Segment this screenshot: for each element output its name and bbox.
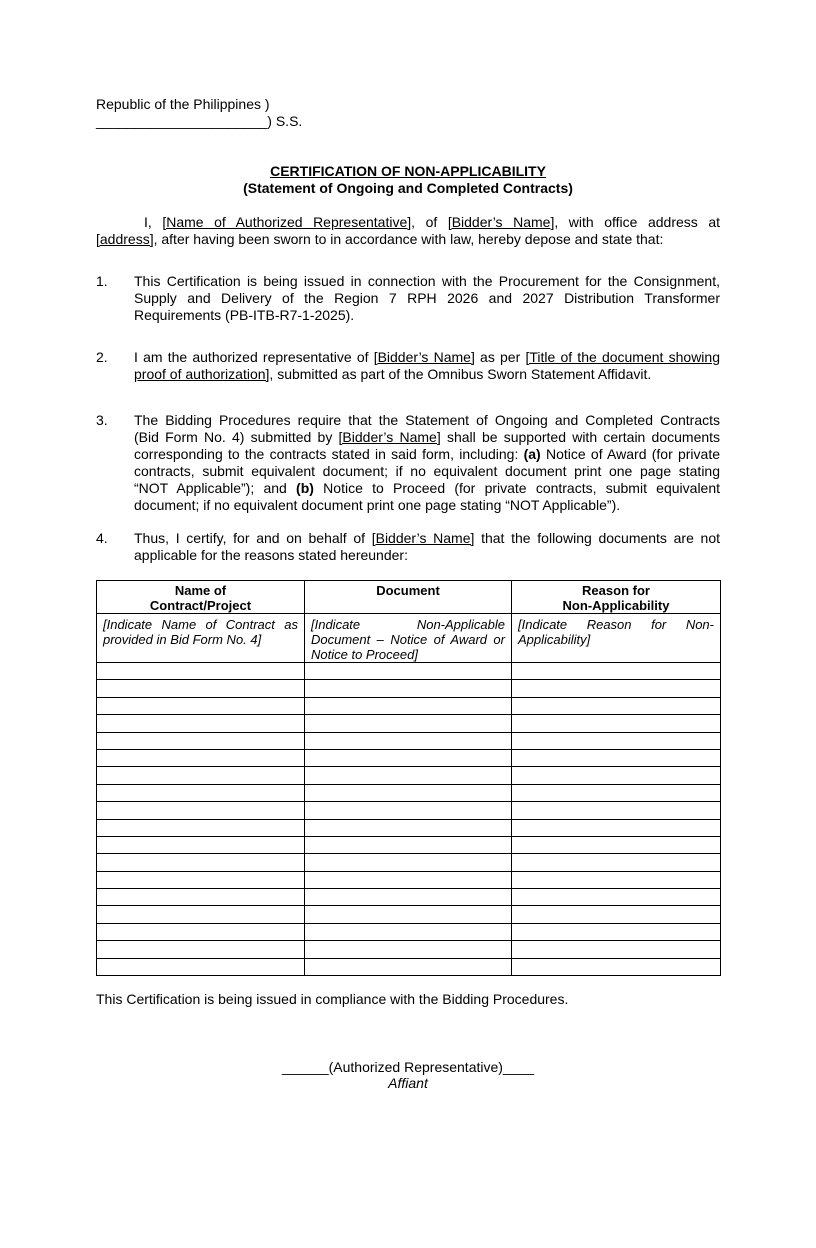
item-number-2: 2. xyxy=(96,349,108,365)
table-cell xyxy=(97,854,305,871)
table-cell xyxy=(97,802,305,819)
table-cell xyxy=(97,958,305,975)
table-cell xyxy=(512,958,721,975)
table-cell xyxy=(97,941,305,958)
table-cell xyxy=(305,749,512,766)
table-cell xyxy=(97,715,305,732)
table-cell xyxy=(512,697,721,714)
intro-line-1: I, [Name of Authorized Representative], of [Bidder’s Name], with office address at xyxy=(144,214,721,230)
table-cell xyxy=(305,836,512,853)
item-number-4: 4. xyxy=(96,530,108,546)
table-cell xyxy=(305,941,512,958)
table-row xyxy=(97,663,721,680)
item-2-text: I am the authorized representative of [Bidder’s Name] as per [Title of the document showing proof of authorization], submitted as part of the Omnibus Sworn Statement Affidavit. xyxy=(134,349,720,382)
table-cell xyxy=(97,697,305,714)
document-subtitle: (Statement of Ongoing and Completed Contracts) xyxy=(243,180,573,196)
hint-document: [Indicate Non-Applicable Document – Notice of Award or Notice to Proceed] xyxy=(305,614,512,663)
table-cell xyxy=(305,871,512,888)
table-row xyxy=(97,923,721,940)
item-3-text: The Bidding Procedures require that the Statement of Ongoing and Completed Contracts (Bid Form No. 4) submitted by [Bidder’s Name] shall be supported with certain documents corresponding to the contracts stated in said form, including: (a) Notice of Award (for private contracts, submit equivalent document; if no equivalent document print one page stating “NOT Applicable”); and (b) Notice to Proceed (for private contracts, submit equivalent document; if no equivalent document print one page stating “NOT Applicable”). xyxy=(134,412,721,513)
table-hint-row xyxy=(97,614,721,663)
closing-statement: This Certification is being issued in compliance with the Bidding Procedures. xyxy=(96,991,569,1007)
table-cell xyxy=(305,732,512,749)
hint-reason: [Indicate Reason for Non-Applicability] xyxy=(512,614,721,663)
table-cell xyxy=(512,836,721,853)
table-cell xyxy=(305,958,512,975)
table-cell xyxy=(97,923,305,940)
table-row xyxy=(97,958,721,975)
venue-country: Republic of the Philippines ) xyxy=(96,96,270,112)
table-cell xyxy=(305,802,512,819)
table-cell xyxy=(97,836,305,853)
title-block xyxy=(96,163,720,197)
table-row xyxy=(97,889,721,906)
table-row xyxy=(97,732,721,749)
affiant-label: Affiant xyxy=(388,1075,428,1091)
item-1-text: This Certification is being issued in connection with the Procurement for the Consignment, Supply and Delivery of the Region 7 RPH 2026 and 2027 Distribution Transformer Requirements (PB-ITB-R7-1-2025). xyxy=(134,273,720,323)
table-cell xyxy=(305,715,512,732)
table-cell xyxy=(97,732,305,749)
table-row xyxy=(97,854,721,871)
table-cell xyxy=(97,819,305,836)
table-cell xyxy=(305,697,512,714)
table-cell xyxy=(512,715,721,732)
table-header-row xyxy=(97,581,721,614)
bidder-name-placeholder: [Bidder’s Name] xyxy=(338,429,441,445)
table-cell xyxy=(305,889,512,906)
item-number-3: 3. xyxy=(96,412,108,428)
venue-line-2 xyxy=(96,113,302,130)
table-cell xyxy=(512,802,721,819)
address-placeholder: [address] xyxy=(96,231,154,247)
venue-line-1 xyxy=(96,96,270,113)
table-cell xyxy=(512,784,721,801)
table-cell xyxy=(97,906,305,923)
table-cell xyxy=(512,871,721,888)
table-row xyxy=(97,680,721,697)
authorization-doc-placeholder: [Title of the document showing xyxy=(525,349,720,365)
table-cell xyxy=(512,749,721,766)
table-cell xyxy=(512,767,721,784)
table-cell xyxy=(97,767,305,784)
header-reason: Reason for Non-Applicability xyxy=(512,581,721,614)
table-row xyxy=(97,697,721,714)
table-cell xyxy=(512,941,721,958)
table-cell xyxy=(97,680,305,697)
table-cell xyxy=(305,767,512,784)
table-cell xyxy=(512,680,721,697)
table-row xyxy=(97,749,721,766)
table-row xyxy=(97,767,721,784)
table-row xyxy=(97,871,721,888)
venue-blank: ______________________ xyxy=(96,113,268,129)
table-cell xyxy=(305,906,512,923)
table-row xyxy=(97,784,721,801)
table-row xyxy=(97,836,721,853)
venue-ss: ) S.S. xyxy=(267,113,303,129)
intro-line-2: [address], after having been sworn to in accordance with law, hereby depose and state that: xyxy=(96,231,664,247)
header-document: Document xyxy=(305,581,512,614)
table-cell xyxy=(512,906,721,923)
table-cell xyxy=(97,871,305,888)
table-cell xyxy=(97,663,305,680)
table-row xyxy=(97,941,721,958)
authorization-doc-placeholder-cont: proof of authorization] xyxy=(134,366,270,382)
item-number-1: 1. xyxy=(96,273,108,289)
authorized-rep-placeholder: [Name of Authorized Representative] xyxy=(162,214,412,230)
item-4-text: Thus, I certify, for and on behalf of [Bidder’s Name] that the following documents are not applicable for the reasons stated hereunder: xyxy=(134,530,721,563)
table-cell xyxy=(305,784,512,801)
table-cell xyxy=(512,854,721,871)
non-applicability-table xyxy=(96,580,721,976)
signature-line: ______(Authorized Representative)____ xyxy=(281,1059,535,1075)
table-cell xyxy=(305,819,512,836)
header-contract-project: Name of Contract/Project xyxy=(97,581,305,614)
table-row xyxy=(97,819,721,836)
table-cell xyxy=(512,923,721,940)
table-cell xyxy=(305,854,512,871)
intro-paragraph xyxy=(96,214,720,248)
table-row xyxy=(97,715,721,732)
table-cell xyxy=(512,663,721,680)
bidder-name-placeholder: [Bidder’s Name] xyxy=(373,349,475,365)
hint-contract: [Indicate Name of Contract as provided in Bid Form No. 4] xyxy=(97,614,305,663)
document-title: CERTIFICATION OF NON-APPLICABILITY xyxy=(270,163,546,179)
bidder-name-placeholder: [Bidder’s Name] xyxy=(371,530,475,546)
table-cell xyxy=(305,663,512,680)
table-row xyxy=(97,906,721,923)
table-row xyxy=(97,802,721,819)
table-cell xyxy=(305,680,512,697)
table-cell xyxy=(512,732,721,749)
table-cell xyxy=(97,749,305,766)
table-cell xyxy=(305,923,512,940)
table-cell xyxy=(512,819,721,836)
table-cell xyxy=(97,784,305,801)
bidder-name-placeholder: [Bidder’s Name] xyxy=(447,214,555,230)
table-cell xyxy=(97,889,305,906)
table-cell xyxy=(512,889,721,906)
